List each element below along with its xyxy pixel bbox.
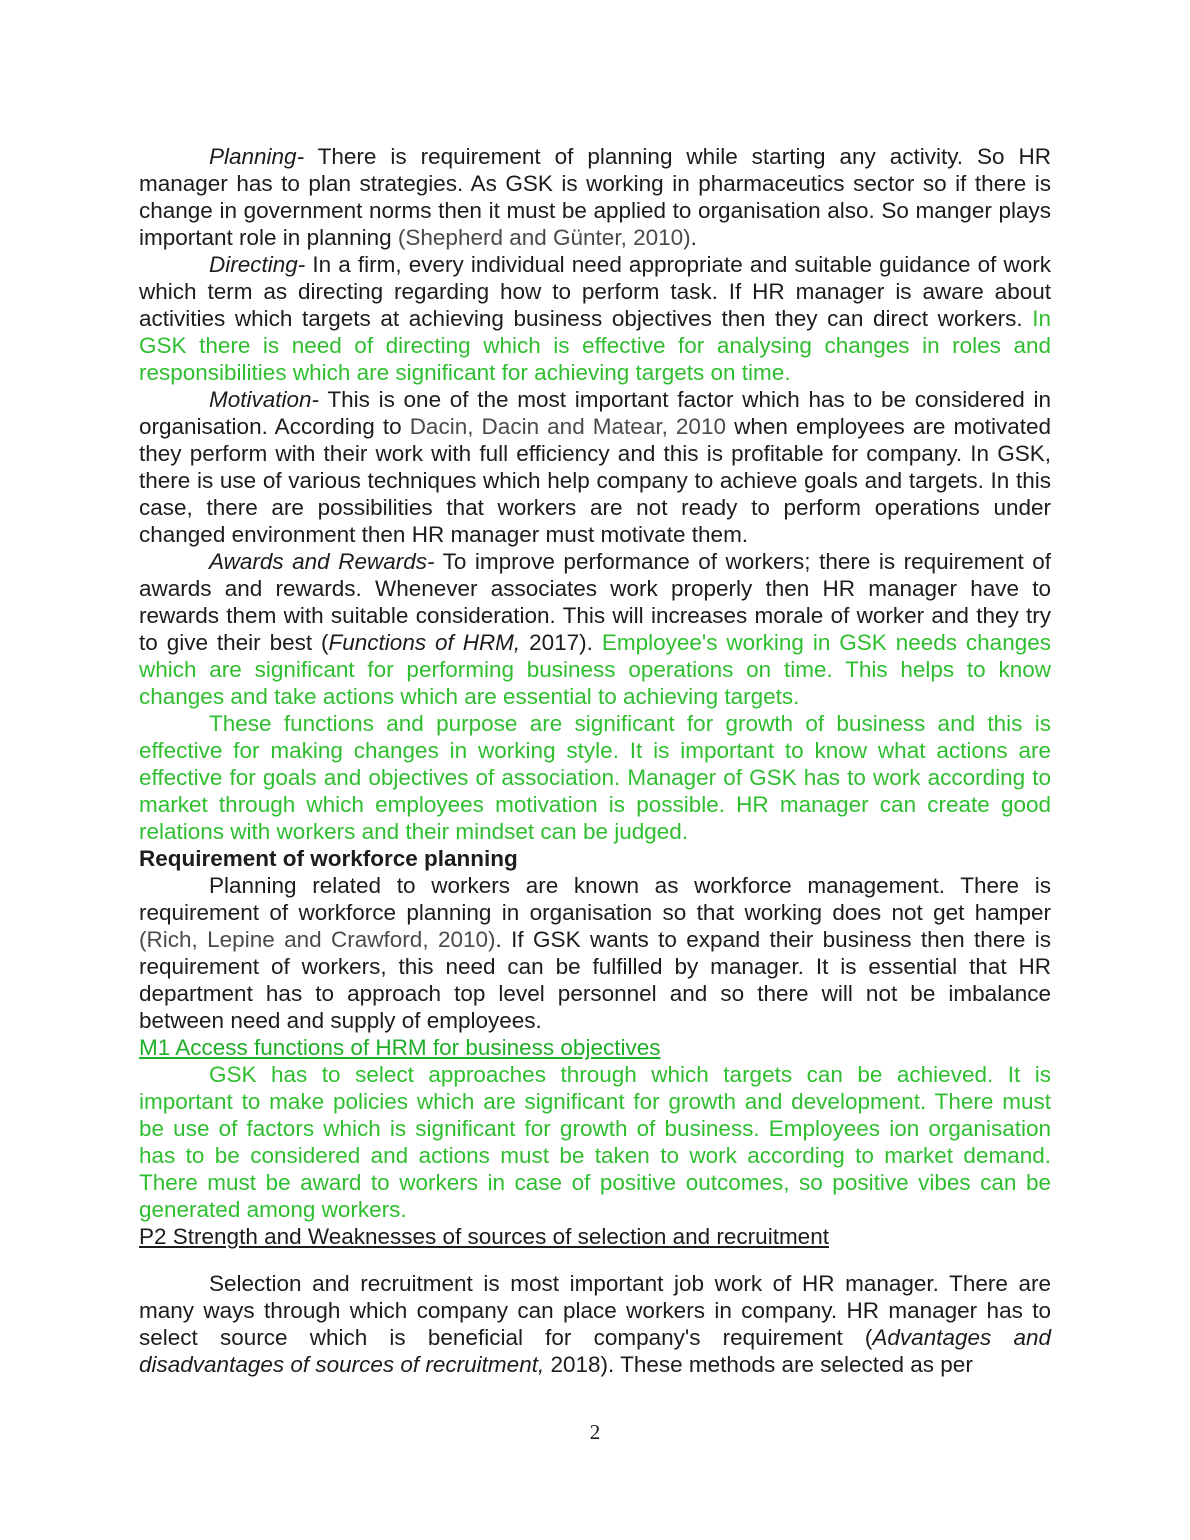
paragraph-directing: [139, 251, 1051, 386]
text-run: Functions of HRM,: [328, 630, 521, 655]
text-run: Dacin, Dacin and Matear, 2010: [409, 414, 726, 439]
text-run: Directing-: [209, 252, 306, 277]
text-run: Employee's working in GSK needs changes which are significant for performing business operations on time. This helps to know changes and take actions which are essential to achieving targets.: [139, 630, 1051, 709]
paragraph-awards-rewards: [139, 548, 1051, 710]
paragraph-planning: [139, 143, 1051, 251]
text-run: Advantages and disadvantages of sources of recruitment,: [139, 1325, 1051, 1377]
text-run: In GSK there is need of directing which is effective for analysing changes in roles and responsibilities which are significant for achieving targets on time.: [139, 306, 1051, 385]
text-run: Awards and Rewards-: [209, 549, 435, 574]
text-run: M1 Access functions of HRM for business objectives: [139, 1035, 661, 1060]
paragraph-functions-purpose: [139, 710, 1051, 845]
text-run: .: [690, 225, 697, 250]
text-run: 2018). These methods are selected as per: [544, 1352, 973, 1377]
text-run: To improve performance of workers; there is requirement of awards and rewards. Whenever associates work properly then HR manager have to rewards them with suitable consideration. This will increases morale of worker and they try to give their best (: [139, 549, 1051, 655]
text-run: This is one of the most important factor which has to be considered in organisation. According to: [139, 387, 1051, 439]
text-run: P2 Strength and Weaknesses of sources of selection and recruitment: [139, 1224, 829, 1249]
text-run: 2017).: [520, 630, 602, 655]
paragraph-m1-gsk-approaches: [139, 1061, 1051, 1223]
text-run: These functions and purpose are significant for growth of business and this is effective for making changes in working style. It is important to know what actions are effective for goals and objectives of association. Manager of GSK has to work according to market through which employees motivation is possible. HR manager can create good relations with workers and their mindset can be judged.: [139, 711, 1051, 844]
text-run: In a firm, every individual need appropriate and suitable guidance of work which term as directing regarding how to perform task. If HR manager is aware about activities which targets at achieving business objectives then they can direct workers.: [139, 252, 1051, 331]
text-run: (Shepherd and Günter, 2010): [397, 225, 691, 250]
text-run: Motivation-: [209, 387, 320, 412]
document-body: [139, 143, 1051, 1378]
heading-m1-access-functions: [139, 1034, 1051, 1061]
text-run: Planning-: [209, 144, 305, 169]
paragraph-workforce-planning: [139, 872, 1051, 1034]
text-run: GSK has to select approaches through which targets can be achieved. It is important to make policies which are significant for growth and development. There must be use of factors which is significant for growth of business. Employees ion organisation has to be considered and actions must be taken to work according to market demand. There must be award to workers in case of positive outcomes, so positive vibes can be generated among workers.: [139, 1062, 1051, 1222]
text-run: There is requirement of planning while starting any activity. So HR manager has to plan strategies. As GSK is working in pharmaceutics sector so if there is change in government norms then it must be applied to organisation also. So manger plays important role in planning: [139, 144, 1051, 250]
paragraph-selection-recruitment: [139, 1270, 1051, 1378]
text-run: (Rich, Lepine and Crawford, 2010): [139, 927, 496, 952]
heading-workforce-planning: [139, 845, 1051, 872]
text-run: Requirement of workforce planning: [139, 846, 518, 871]
heading-p2-strength-weaknesses: [139, 1223, 1051, 1250]
text-run: Planning related to workers are known as workforce management. There is requirement of workforce planning in organisation so that working does not get hamper: [139, 873, 1051, 925]
text-run: when employees are motivated they perform with their work with full efficiency and this is profitable for company. In GSK, there is use of various techniques which help company to achieve goals and targets. In this case, there are possibilities that workers are not ready to perform operations under changed environment then HR manager must motivate them.: [139, 414, 1052, 547]
text-run: Selection and recruitment is most important job work of HR manager. There are many ways through which company can place workers in company. HR manager has to select source which is beneficial for company's requirement (: [139, 1271, 1051, 1350]
page-number: 2: [589, 1420, 601, 1444]
text-run: . If GSK wants to expand their business then there is requirement of workers, this need can be fulfilled by manager. It is essential that HR department has to approach top level personnel and so there will not be imbalance between need and supply of employees.: [139, 927, 1051, 1033]
paragraph-motivation: [139, 386, 1051, 548]
